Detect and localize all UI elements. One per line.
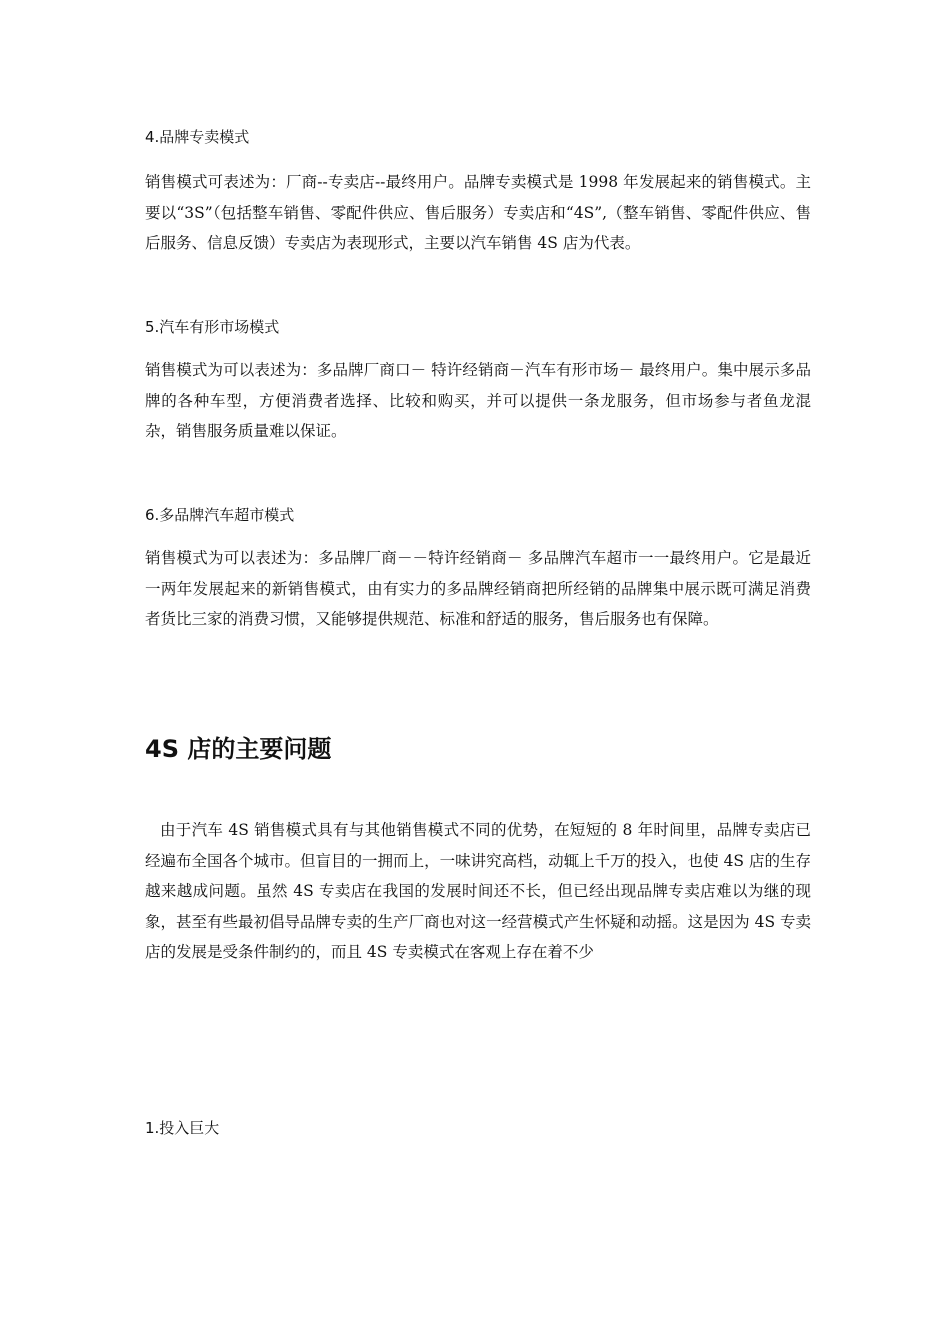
section-heading-tangible-market: 5.汽车有形市场模式 bbox=[145, 318, 280, 336]
subsection-heading-investment: 1.投入巨大 bbox=[145, 1119, 220, 1137]
section-paragraph-brand-store: 销售模式可表述为：厂商--专卖店--最终用户。品牌专卖模式是 1998 年发展起来的销售模式。主要以“3S”（包括整车销售、零配件供应、售后服务）专卖店和“4S”,（整车销售、零配件供应、售后服务、信息反馈）专卖店为表现形式，主要以汽车销售 4S 店为代表。 bbox=[145, 173, 811, 252]
section-paragraph-auto-supermarket: 销售模式为可以表述为：多品牌厂商－－特许经销商－ 多品牌汽车超市一一最终用户。它是最近一两年发展起来的新销售模式，由有实力的多品牌经销商把所经销的品牌集中展示既可满足消费者货比三家的消费习惯，又能够提供规范、标准和舒适的服务，售后服务也有保障。 bbox=[145, 549, 811, 628]
main-section-paragraph: 由于汽车 4S 销售模式具有与其他销售模式不同的优势，在短短的 8 年时间里，品牌专卖店已经遍布全国各个城市。但盲目的一拥而上，一味讲究高档，动辄上千万的投入，也使 4S 店的生存越来越成问题。虽然 4S 专卖店在我国的发展时间还不长，但已经出现品牌专卖店难以为继的现象，甚至有些最初倡导品牌专卖的生产厂商也对这一经营模式产生怀疑和动摇。这是因为 4S 专卖店的发展是受条件制约的，而且 4S 专卖模式在客观上存在着不少 bbox=[145, 821, 811, 961]
section-paragraph-tangible-market: 销售模式为可以表述为：多品牌厂商口－ 特许经销商－汽车有形市场－ 最终用户。集中展示多品牌的各种车型，方便消费者选择、比较和购买，并可以提供一条龙服务，但市场参与者鱼龙混杂，销售服务质量难以保证。 bbox=[145, 361, 811, 440]
section-heading-brand-store: 4.品牌专卖模式 bbox=[145, 128, 250, 146]
main-section-title: 4S 店的主要问题 bbox=[145, 735, 332, 763]
section-heading-auto-supermarket: 6.多品牌汽车超市模式 bbox=[145, 506, 295, 524]
